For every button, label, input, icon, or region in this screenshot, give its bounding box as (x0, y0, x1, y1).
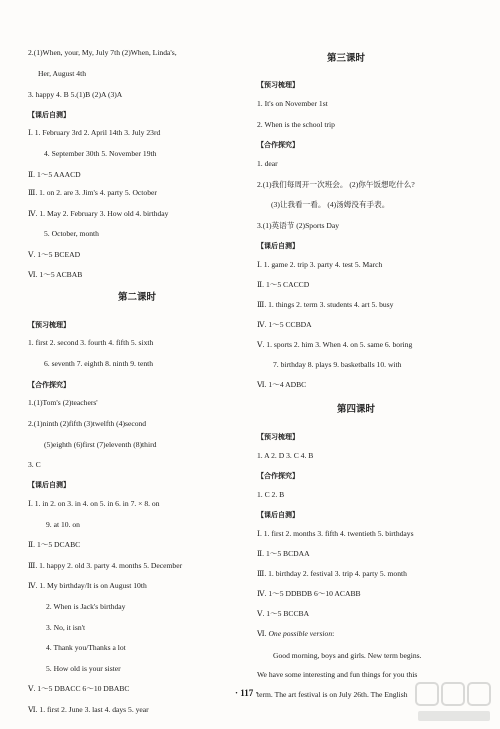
answer-line: 7. birthday 8. plays 9. basketballs 10. with (273, 360, 402, 369)
label-prefix: Ⅵ. (257, 629, 269, 638)
lesson-title: 第二课时 (118, 292, 157, 303)
answer-line: Ⅵ. 1～4 ADBC (257, 380, 307, 389)
answer-line: Ⅳ. 1. My birthday/It is on August 10th (28, 581, 147, 590)
answer-line: 2.(1)ninth (2)fifth (3)twelfth (4)second (28, 419, 147, 428)
answer-line: 5. How old is your sister (46, 664, 121, 673)
answer-line: 1. It's on November 1st (257, 99, 328, 108)
answer-line: Ⅵ. 1. first 2. June 3. last 4. days 5. year (28, 705, 149, 714)
answer-line: Ⅵ. 1～5 ACBAB (28, 270, 83, 279)
answer-line: 1. first 2. second 3. fourth 4. fifth 5. sixth (28, 338, 154, 347)
answer-line: Ⅱ. 1～5 DCABC (28, 540, 81, 549)
page-number: · 117 · (235, 688, 259, 698)
section-heading: 【合作探究】 (257, 472, 299, 480)
answer-line: Ⅴ. 1～5 BCEAD (28, 250, 81, 259)
answer-line: Ⅲ. 1. birthday 2. festival 3. trip 4. party 5. month (257, 569, 407, 578)
lesson-title: 第四课时 (337, 404, 376, 415)
answer-line: Ⅲ. 1. happy 2. old 3. party 4. months 5. December (28, 561, 183, 570)
answer-line: Ⅱ. 1～5 BCDAA (257, 549, 310, 558)
answer-line: 9. at 10. on (46, 520, 80, 529)
essay-line: Good morning, boys and girls. New term begins. (273, 651, 422, 660)
section-heading: 【预习梳理】 (257, 433, 299, 441)
answer-line: (3)让我看一看。 (4)汤姆没有手表。 (271, 200, 390, 209)
answer-line: 6. seventh 7. eighth 8. ninth 9. tenth (44, 359, 154, 368)
answer-line: Ⅳ. 1～5 DDBDB 6～10 ACABB (257, 589, 361, 598)
essay-line: We have some interesting and fun things for you this (257, 670, 418, 679)
answer-line: 3. C (28, 460, 41, 469)
label-colon: : (332, 629, 335, 638)
answer-line: 3. No, it isn't (46, 623, 86, 632)
answer-line: Her, August 4th (38, 69, 86, 78)
answer-line: 1. C 2. B (257, 490, 285, 499)
section-heading: 【课后自测】 (257, 511, 299, 519)
italic-label: One possible version (268, 629, 333, 638)
answer-line: 4. September 30th 5. November 19th (44, 149, 157, 158)
answer-line (257, 629, 334, 639)
lesson-title: 第三课时 (327, 53, 366, 64)
answer-line: 2.(1)我们每周开一次班会。 (2)你午饭想吃什么? (257, 180, 415, 189)
section-heading: 【合作探究】 (28, 381, 70, 389)
answer-line: 1. A 2. D 3. C 4. B (257, 451, 314, 460)
answer-line: Ⅰ. 1. February 3rd 2. April 14th 3. July 23rd (28, 128, 161, 137)
answer-line: 1.(1)Tom's (2)teachers' (28, 398, 98, 407)
section-heading: 【预习梳理】 (257, 81, 299, 89)
answer-line: Ⅴ. 1～5 BCCBA (257, 609, 310, 618)
answer-line: 3. happy 4. B 5.(1)B (2)A (3)A (28, 90, 123, 99)
answer-line: 2. When is Jack's birthday (46, 602, 126, 611)
section-heading: 【预习梳理】 (28, 321, 70, 329)
answer-line: 1. dear (257, 159, 278, 168)
answer-line: Ⅲ. 1. things 2. term 3. students 4. art 5. busy (257, 300, 394, 309)
answer-line: 2. When is the school trip (257, 120, 335, 129)
answer-line: Ⅴ. 1～5 DBACC 6～10 DBABC (28, 684, 130, 693)
answer-line: 3.(1)英语节 (2)Sports Day (257, 221, 340, 230)
section-heading: 【课后自测】 (28, 111, 70, 119)
answer-line: Ⅱ. 1～5 AAACD (28, 170, 81, 179)
answer-line: Ⅲ. 1. on 2. are 3. Jim's 4. party 5. October (28, 188, 157, 197)
answer-line: (5)eighth (6)first (7)eleventh (8)third (44, 440, 157, 449)
watermark-logo-icon (414, 681, 494, 725)
answer-line: Ⅳ. 1. May 2. February 3. How old 4. birthday (28, 209, 169, 218)
answer-line: 2.(1)When, your, My, July 7th (2)When, Linda's, (28, 48, 177, 57)
answer-line: Ⅰ. 1. game 2. trip 3. party 4. test 5. March (257, 260, 383, 269)
section-heading: 【课后自测】 (257, 242, 299, 250)
answer-line: 5. October, month (44, 229, 99, 238)
answer-line: Ⅳ. 1～5 CCBDA (257, 320, 312, 329)
answer-line: 4. Thank you/Thanks a lot (46, 643, 126, 652)
answer-line: Ⅴ. 1. sports 2. him 3. When 4. on 5. same 6. boring (257, 340, 413, 349)
answer-line: Ⅱ. 1～5 CACCD (257, 280, 310, 289)
section-heading: 【合作探究】 (257, 141, 299, 149)
answer-line: Ⅰ. 1. first 2. months 3. fifth 4. twentieth 5. birthdays (257, 529, 414, 538)
essay-line: term. The art festival is on July 26th. The English (257, 690, 408, 699)
answer-line: Ⅰ. 1. in 2. on 3. in 4. on 5. in 6. in 7. × 8. on (28, 499, 160, 508)
section-heading: 【课后自测】 (28, 481, 70, 489)
